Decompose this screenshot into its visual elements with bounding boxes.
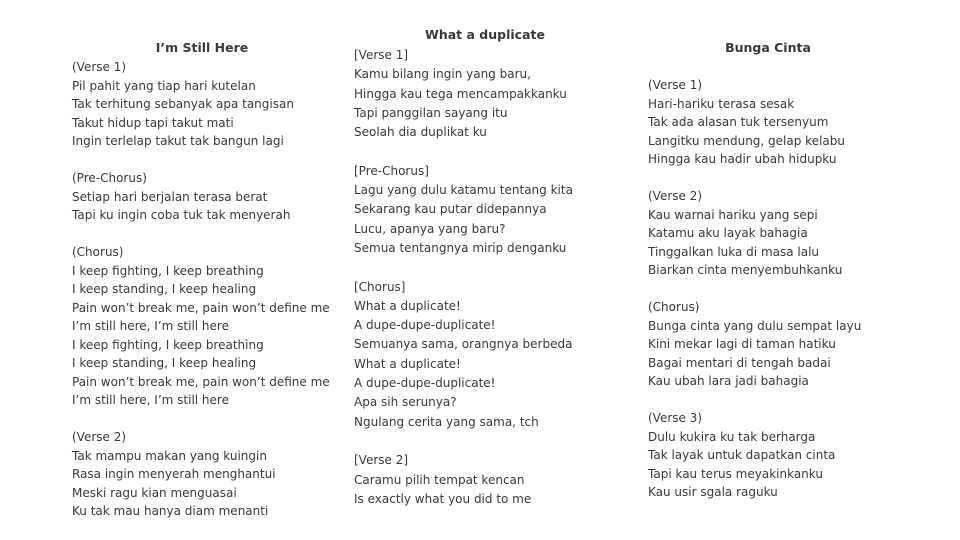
lyric-line: Tapi kau terus meyakinkanku <box>648 466 823 481</box>
lyric-line: Dulu kukira ku tak berharga <box>648 429 816 444</box>
blank-line <box>72 410 332 429</box>
lyric-line: A dupe-dupe-duplicate! <box>354 318 496 333</box>
lyric-line: Semuanya sama, orangnya berbeda <box>354 337 573 352</box>
song-title: What a duplicate <box>425 27 545 42</box>
blank-line <box>648 391 888 410</box>
lyric-line: Lagu yang dulu katamu tentang kita <box>354 183 573 198</box>
lyric-line: Tapi panggilan sayang itu <box>354 105 508 120</box>
lyric-line: I keep fighting, I keep breathing <box>72 263 264 278</box>
blank-line <box>354 432 616 451</box>
lyric-line: Hingga kau hadir ubah hidupku <box>648 152 837 166</box>
lyric-line: Langitku mendung, gelap kelabu <box>648 133 845 148</box>
lyric-line: Meski ragu kian menguasai <box>72 485 237 500</box>
lyrics-column-what-a-duplicate <box>354 27 616 508</box>
lyric-line: Ku tak mau hanya diam menanti <box>72 504 269 518</box>
lyric-line: Bagai mentari di tengah badai <box>648 355 831 370</box>
lyric-line: Tinggalkan luka di masa lalu <box>648 244 820 259</box>
lyrics-column-im-still-here <box>72 40 332 518</box>
lyric-line: Kamu bilang ingin yang baru, <box>354 67 531 82</box>
lyric-line: Rasa ingin menyerah menghantui <box>72 467 276 481</box>
blank-line <box>354 258 616 277</box>
song-title: Bunga Cinta <box>725 40 811 55</box>
blank-line <box>72 151 332 170</box>
lyric-line: Seolah dia duplikat ku <box>354 125 487 140</box>
blank-line <box>72 225 332 244</box>
lyric-line: I’m still here, I’m still here <box>72 393 229 407</box>
lyric-line: I keep standing, I keep healing <box>72 356 257 370</box>
blank-line <box>648 280 888 299</box>
lyric-line: (Pre-Chorus) <box>72 171 147 185</box>
lyrics-lines <box>648 76 888 502</box>
lyric-line: Kau ubah lara jadi bahagia <box>648 374 809 388</box>
lyric-line: I keep standing, I keep healing <box>72 282 257 296</box>
blank-line <box>354 142 616 161</box>
lyric-line: Tak terhitung sebanyak apa tangisan <box>72 97 294 111</box>
lyric-line: (Chorus) <box>72 245 124 259</box>
lyrics-lines <box>354 46 616 509</box>
lyrics-lines <box>72 58 332 521</box>
lyric-line: Pain won’t break me, pain won’t define me <box>72 300 330 315</box>
lyric-line: Hingga kau tega mencampakkanku <box>354 86 567 101</box>
lyric-line: (Chorus) <box>648 300 700 314</box>
lyric-line: Semua tentangnya mirip denganku <box>354 240 567 255</box>
lyric-line: Is exactly what you did to me <box>354 491 532 506</box>
lyric-line: Sekarang kau putar didepannya <box>354 202 547 217</box>
lyric-line: Setiap hari berjalan terasa berat <box>72 189 268 204</box>
lyric-line: I keep fighting, I keep breathing <box>72 337 264 352</box>
lyric-line: I’m still here, I’m still here <box>72 319 229 333</box>
lyric-line: Takut hidup tapi takut mati <box>72 115 234 130</box>
lyric-line: (Verse 1) <box>72 60 127 74</box>
blank-line <box>648 169 888 188</box>
lyric-line: Caramu pilih tempat kencan <box>354 472 525 487</box>
lyric-line: Biarkan cinta menyembuhkanku <box>648 263 843 277</box>
lyric-line: What a duplicate! <box>354 298 461 313</box>
lyric-line: Lucu, apanya yang baru? <box>354 221 506 236</box>
lyric-line: (Verse 3) <box>648 411 703 425</box>
lyric-line: Ngulang cerita yang sama, tch <box>354 414 539 429</box>
lyric-line: Tak ada alasan tuk tersenyum <box>648 115 829 129</box>
lyric-line: [Verse 2] <box>354 453 409 468</box>
lyric-line: [Pre-Chorus] <box>354 163 429 178</box>
lyric-line: Hari-hariku terasa sesak <box>648 96 795 111</box>
song-title: I’m Still Here <box>155 40 249 55</box>
lyric-line: (Verse 2) <box>648 189 703 203</box>
lyric-line: Bunga cinta yang dulu sempat layu <box>648 318 862 333</box>
lyric-line: [Chorus] <box>354 279 406 294</box>
lyric-line: Katamu aku layak bahagia <box>648 226 808 240</box>
lyric-line: (Verse 1) <box>648 78 703 92</box>
lyrics-column-bunga-cinta <box>648 40 888 508</box>
lyric-line: Pil pahit yang tiap hari kutelan <box>72 78 256 93</box>
lyric-line: Tak mampu makan yang kuingin <box>72 448 267 463</box>
lyric-line: Tapi ku ingin coba tuk tak menyerah <box>72 208 291 222</box>
lyric-line: (Verse 2) <box>72 430 127 444</box>
lyric-line: Pain won’t break me, pain won’t define me <box>72 374 330 389</box>
lyric-line: Ingin terlelap takut tak bangun lagi <box>72 134 284 148</box>
lyric-line: [Verse 1] <box>354 48 409 62</box>
lyric-line: What a duplicate! <box>354 356 461 371</box>
lyric-line: Tak layak untuk dapatkan cinta <box>648 448 836 462</box>
lyric-line: Kau usir sgala raguku <box>648 485 778 499</box>
lyric-line: A dupe-dupe-duplicate! <box>354 376 496 391</box>
lyric-line: Apa sih serunya? <box>354 395 457 410</box>
lyric-line: Kau warnai hariku yang sepi <box>648 207 818 222</box>
lyric-line: Kini mekar lagi di taman hatiku <box>648 337 836 351</box>
